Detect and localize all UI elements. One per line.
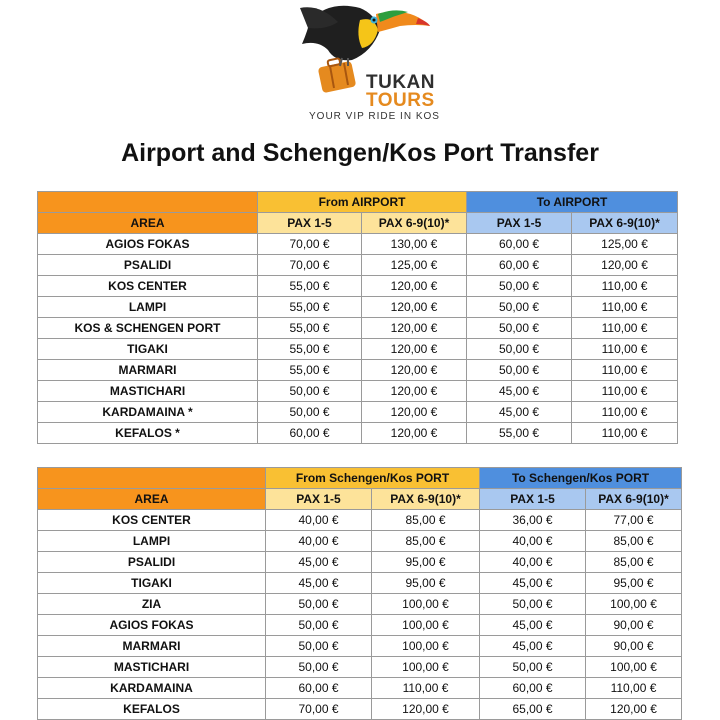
area-name: LAMPI — [38, 531, 266, 552]
pax-small-header: PAX 1-5 — [467, 213, 572, 234]
from-pax-small-price: 45,00 € — [266, 552, 372, 573]
table-row — [38, 657, 682, 678]
brand-logo — [290, 0, 450, 126]
from-pax-large-price: 95,00 € — [372, 573, 480, 594]
pax-small-header: PAX 1-5 — [258, 213, 362, 234]
to-pax-small-price: 50,00 € — [480, 594, 586, 615]
to-pax-small-price: 45,00 € — [480, 636, 586, 657]
to-pax-small-price: 55,00 € — [467, 423, 572, 444]
to-pax-small-price: 40,00 € — [480, 531, 586, 552]
table-row — [38, 699, 682, 720]
to-pax-small-price: 60,00 € — [467, 255, 572, 276]
from-pax-large-price: 100,00 € — [372, 594, 480, 615]
area-name: KOS CENTER — [38, 510, 266, 531]
port-transfer-table — [37, 467, 682, 720]
pax-large-header: PAX 6-9(10)* — [372, 489, 480, 510]
area-header-spacer — [38, 192, 258, 213]
table-row — [38, 339, 678, 360]
area-name: KARDAMAINA — [38, 678, 266, 699]
area-name: MARMARI — [38, 360, 258, 381]
brand-tagline: YOUR VIP RIDE IN KOS — [309, 111, 440, 122]
to-pax-large-price: 85,00 € — [586, 531, 682, 552]
from-pax-small-price: 60,00 € — [258, 423, 362, 444]
to-airport-header: To AIRPORT — [467, 192, 678, 213]
from-pax-large-price: 100,00 € — [372, 615, 480, 636]
from-pax-small-price: 50,00 € — [258, 402, 362, 423]
area-header-spacer — [38, 468, 266, 489]
to-pax-small-price: 60,00 € — [480, 678, 586, 699]
to-pax-small-price: 45,00 € — [480, 615, 586, 636]
to-pax-small-price: 65,00 € — [480, 699, 586, 720]
to-pax-large-price: 120,00 € — [572, 255, 678, 276]
from-pax-small-price: 55,00 € — [258, 360, 362, 381]
from-pax-large-price: 120,00 € — [362, 318, 467, 339]
table-row — [38, 423, 678, 444]
from-pax-small-price: 40,00 € — [266, 510, 372, 531]
airport-table-body — [38, 234, 678, 444]
pax-large-header: PAX 6-9(10)* — [362, 213, 467, 234]
to-port-header: To Schengen/Kos PORT — [480, 468, 682, 489]
to-pax-small-price: 50,00 € — [467, 318, 572, 339]
area-name: KARDAMAINA * — [38, 402, 258, 423]
to-pax-large-price: 90,00 € — [586, 615, 682, 636]
to-pax-small-price: 45,00 € — [467, 402, 572, 423]
from-pax-small-price: 70,00 € — [258, 255, 362, 276]
from-pax-large-price: 120,00 € — [362, 423, 467, 444]
to-pax-large-price: 110,00 € — [572, 423, 678, 444]
table-row — [38, 297, 678, 318]
area-name: KOS & SCHENGEN PORT — [38, 318, 258, 339]
from-pax-small-price: 50,00 € — [258, 381, 362, 402]
table-row — [38, 678, 682, 699]
table-row — [38, 573, 682, 594]
pax-small-header: PAX 1-5 — [480, 489, 586, 510]
from-pax-small-price: 50,00 € — [266, 657, 372, 678]
pax-large-header: PAX 6-9(10)* — [586, 489, 682, 510]
to-pax-small-price: 45,00 € — [480, 573, 586, 594]
from-pax-small-price: 55,00 € — [258, 318, 362, 339]
to-pax-large-price: 110,00 € — [572, 318, 678, 339]
area-name: MARMARI — [38, 636, 266, 657]
from-pax-small-price: 50,00 € — [266, 594, 372, 615]
table-row — [38, 234, 678, 255]
from-pax-small-price: 50,00 € — [266, 636, 372, 657]
from-pax-small-price: 55,00 € — [258, 297, 362, 318]
to-pax-large-price: 100,00 € — [586, 657, 682, 678]
table-row — [38, 276, 678, 297]
to-pax-small-price: 50,00 € — [467, 339, 572, 360]
area-name: PSALIDI — [38, 255, 258, 276]
from-pax-large-price: 120,00 € — [362, 360, 467, 381]
to-pax-large-price: 120,00 € — [586, 699, 682, 720]
area-header: AREA — [38, 213, 258, 234]
from-pax-large-price: 120,00 € — [372, 699, 480, 720]
to-pax-large-price: 125,00 € — [572, 234, 678, 255]
to-pax-large-price: 110,00 € — [572, 339, 678, 360]
to-pax-small-price: 40,00 € — [480, 552, 586, 573]
from-pax-small-price: 55,00 € — [258, 339, 362, 360]
from-pax-small-price: 70,00 € — [266, 699, 372, 720]
to-pax-large-price: 85,00 € — [586, 552, 682, 573]
from-pax-large-price: 125,00 € — [362, 255, 467, 276]
pax-small-header: PAX 1-5 — [266, 489, 372, 510]
from-pax-large-price: 120,00 € — [362, 381, 467, 402]
to-pax-small-price: 50,00 € — [467, 297, 572, 318]
from-airport-header: From AIRPORT — [258, 192, 467, 213]
area-name: KEFALOS — [38, 699, 266, 720]
area-name: TIGAKI — [38, 339, 258, 360]
from-port-header: From Schengen/Kos PORT — [266, 468, 480, 489]
area-name: PSALIDI — [38, 552, 266, 573]
brand-name-line1: TUKAN — [366, 72, 435, 93]
to-pax-small-price: 60,00 € — [467, 234, 572, 255]
from-pax-large-price: 130,00 € — [362, 234, 467, 255]
from-pax-small-price: 55,00 € — [258, 276, 362, 297]
from-pax-large-price: 85,00 € — [372, 510, 480, 531]
port-table-body — [38, 510, 682, 720]
to-pax-large-price: 77,00 € — [586, 510, 682, 531]
table-row — [38, 360, 678, 381]
from-pax-large-price: 100,00 € — [372, 657, 480, 678]
brand-name-line2: TOURS — [366, 90, 435, 111]
to-pax-large-price: 110,00 € — [572, 381, 678, 402]
table-row — [38, 381, 678, 402]
to-pax-large-price: 90,00 € — [586, 636, 682, 657]
area-header: AREA — [38, 489, 266, 510]
from-pax-small-price: 45,00 € — [266, 573, 372, 594]
table-row — [38, 594, 682, 615]
area-name: MASTICHARI — [38, 657, 266, 678]
from-pax-large-price: 95,00 € — [372, 552, 480, 573]
area-name: AGIOS FOKAS — [38, 234, 258, 255]
to-pax-large-price: 95,00 € — [586, 573, 682, 594]
table-row — [38, 510, 682, 531]
from-pax-small-price: 50,00 € — [266, 615, 372, 636]
from-pax-small-price: 70,00 € — [258, 234, 362, 255]
airport-transfer-table — [37, 191, 678, 444]
from-pax-large-price: 120,00 € — [362, 276, 467, 297]
to-pax-small-price: 45,00 € — [467, 381, 572, 402]
table-row — [38, 255, 678, 276]
area-name: KEFALOS * — [38, 423, 258, 444]
from-pax-small-price: 40,00 € — [266, 531, 372, 552]
from-pax-large-price: 110,00 € — [372, 678, 480, 699]
to-pax-large-price: 110,00 € — [572, 360, 678, 381]
to-pax-large-price: 110,00 € — [572, 402, 678, 423]
table-row — [38, 615, 682, 636]
from-pax-large-price: 120,00 € — [362, 339, 467, 360]
to-pax-large-price: 100,00 € — [586, 594, 682, 615]
page-title: Airport and Schengen/Kos Port Transfer — [121, 139, 599, 167]
to-pax-small-price: 50,00 € — [467, 276, 572, 297]
table-row — [38, 318, 678, 339]
table-row — [38, 531, 682, 552]
area-name: AGIOS FOKAS — [38, 615, 266, 636]
pax-large-header: PAX 6-9(10)* — [572, 213, 678, 234]
from-pax-small-price: 60,00 € — [266, 678, 372, 699]
from-pax-large-price: 120,00 € — [362, 297, 467, 318]
to-pax-large-price: 110,00 € — [572, 276, 678, 297]
to-pax-large-price: 110,00 € — [572, 297, 678, 318]
area-name: LAMPI — [38, 297, 258, 318]
area-name: KOS CENTER — [38, 276, 258, 297]
area-name: MASTICHARI — [38, 381, 258, 402]
table-row — [38, 636, 682, 657]
to-pax-large-price: 110,00 € — [586, 678, 682, 699]
to-pax-small-price: 50,00 € — [467, 360, 572, 381]
to-pax-small-price: 50,00 € — [480, 657, 586, 678]
from-pax-large-price: 120,00 € — [362, 402, 467, 423]
from-pax-large-price: 85,00 € — [372, 531, 480, 552]
from-pax-large-price: 100,00 € — [372, 636, 480, 657]
area-name: TIGAKI — [38, 573, 266, 594]
table-row — [38, 552, 682, 573]
area-name: ZIA — [38, 594, 266, 615]
table-row — [38, 402, 678, 423]
to-pax-small-price: 36,00 € — [480, 510, 586, 531]
